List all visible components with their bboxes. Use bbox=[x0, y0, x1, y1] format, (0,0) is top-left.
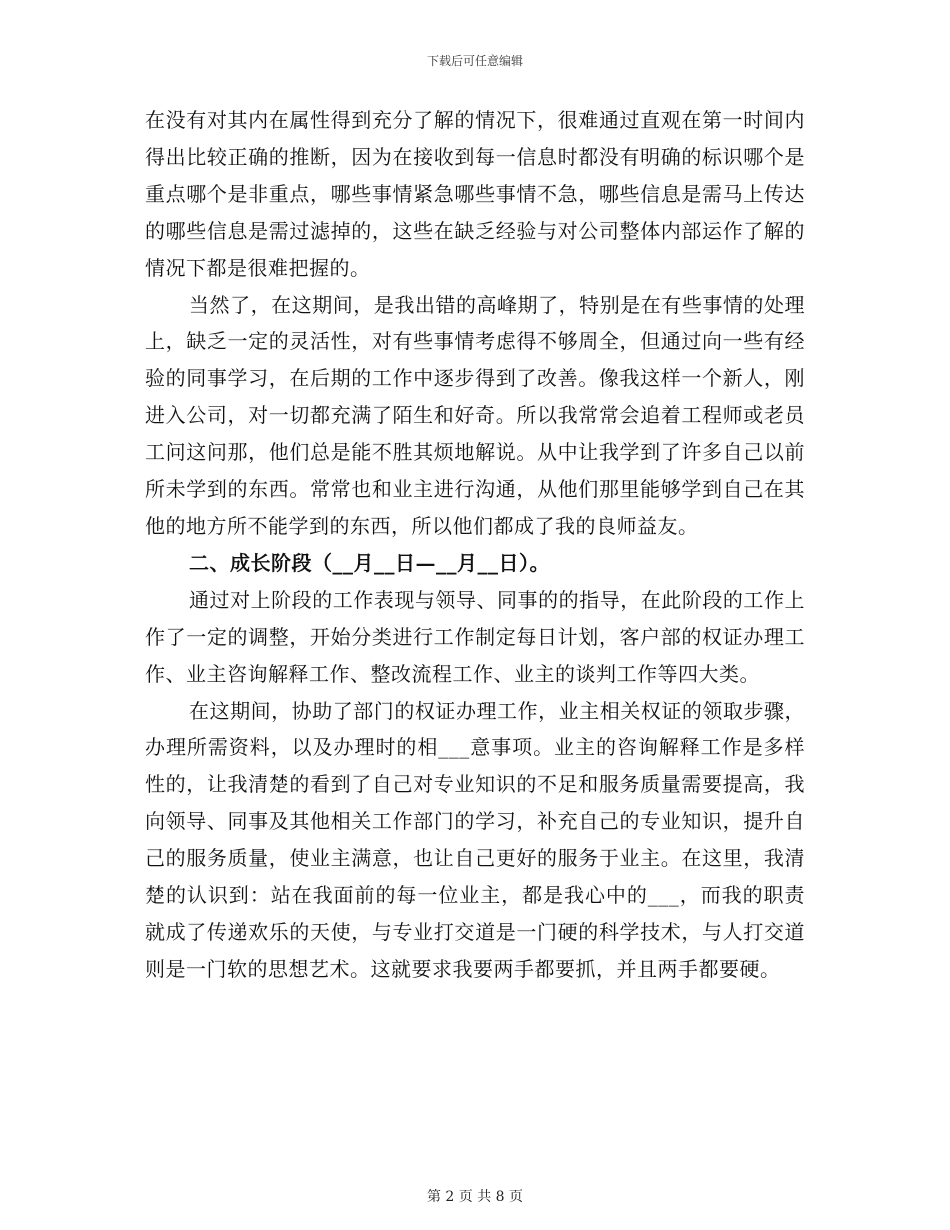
page-header: 下载后可任意编辑 bbox=[426, 54, 523, 68]
paragraph-3: 通过对上阶段的工作表现与领导、同事的的指导，在此阶段的工作上作了一定的调整，开始分类进行工作制定每日计划，客户部的权证办理工作、业主咨询解释工作、整改流程工作、业主的谈判工作等四大类。 bbox=[145, 587, 805, 686]
section-heading: 二、成长阶段（__月__日—__月__日）。 bbox=[189, 550, 550, 575]
paragraph-1: 在没有对其内在属性得到充分了解的情况下，很难通过直观在第一时间内得出比较正确的推断，因为在接收到每一信息时都没有明确的标识哪个是重点哪个是非重点，哪些事情紧急哪些事情不急，哪些信息是需马上传达的哪些信息是需过滤掉的，这些在缺乏经验与对公司整体内部运作了解的情况下都是很难把握的。 bbox=[145, 108, 805, 280]
document-body bbox=[145, 102, 805, 988]
paragraph-2: 当然了，在这期间，是我出错的高峰期了，特别是在有些事情的处理上，缺乏一定的灵活性，对有些事情考虑得不够周全，但通过向一些有经验的同事学习，在后期的工作中逐步得到了改善。像我这样一个新人，刚进入公司，对一切都充满了陌生和好奇。所以我常常会追着工程师或老员工问这问那，他们总是能不胜其烦地解说。从中让我学到了许多自己以前所未学到的东西。常常也和业主进行沟通，从他们那里能够学到自己在其他的地方所不能学到的东西，所以他们都成了我的良师益友。 bbox=[145, 292, 805, 538]
paragraph-4: 在这期间，协助了部门的权证办理工作，业主相关权证的领取步骤，办理所需资料，以及办理时的相___意事项。业主的咨询解释工作是多样性的，让我清楚的看到了自己对专业知识的不足和服务质量需要提高，我向领导、同事及其他相关工作部门的学习，补充自己的专业知识，提升自己的服务质量，使业主满意，也让自己更好的服务于业主。在这里，我清楚的认识到：站在我面前的每一位业主，都是我心中的___，而我的职责就成了传递欢乐的天使，与专业打交道是一门硬的科学技术，与人打交道则是一门软的思想艺术。这就要求我要两手都要抓，并且两手都要硬。 bbox=[145, 698, 805, 981]
page-footer: 第 2 页 共 8 页 bbox=[426, 1189, 524, 1205]
